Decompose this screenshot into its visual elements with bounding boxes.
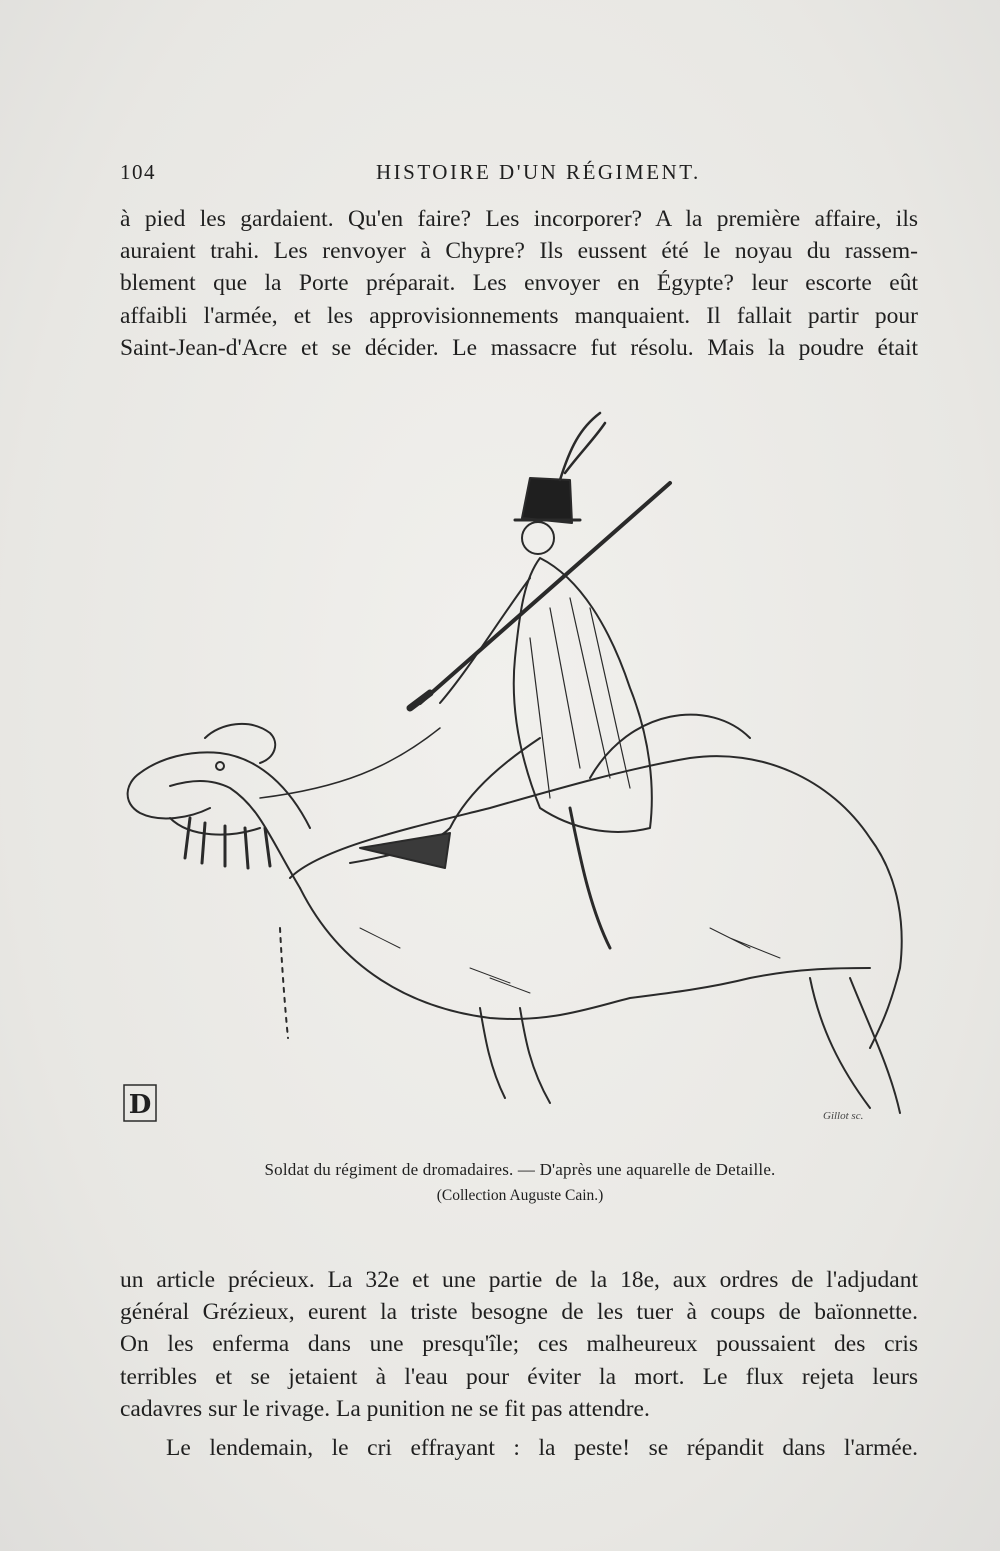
plume — [560, 413, 605, 480]
monogram-letter: D — [128, 1090, 152, 1120]
text-line: blement que la Porte préparait. Les envoyer en Égypte? leur escorte eût — [120, 270, 918, 297]
signature-text: Gillot sc. — [823, 1110, 864, 1122]
figure-credit: (Collection Auguste Cain.) — [436, 1187, 604, 1204]
text-line: On les enferma dans une presqu'île; ces malheureux poussaient des cris — [120, 1331, 918, 1358]
text-line: terribles et se jetaient à l'eau pour éviter la mort. Le flux rejeta leurs — [120, 1363, 918, 1390]
engraver-signature — [823, 1106, 903, 1126]
reins — [260, 728, 440, 798]
rider-cloak — [514, 558, 652, 832]
page-number: 104 — [120, 160, 156, 184]
text-line: affaibli l'armée, et les approvisionnements manquaient. Il fallait partir pour — [120, 302, 918, 329]
illustration-camel-soldier — [110, 408, 920, 1134]
paragraph-last: Le lendemain, le cri effrayant : la peste! se répandit dans l'armée. — [166, 1435, 918, 1461]
text-line: cadavres sur le rivage. La punition ne se fit pas attendre. — [120, 1395, 650, 1422]
paragraph-bottom — [120, 1264, 918, 1425]
monogram-icon — [122, 1083, 158, 1123]
figure-caption: Soldat du régiment de dromadaires. — D'après une aquarelle de Detaille. — [264, 1160, 776, 1179]
text-line: général Grézieux, eurent la triste besogne de les tuer à coups de baïonnette. — [120, 1299, 918, 1326]
running-title: HISTOIRE D'UN RÉGIMENT. — [376, 160, 701, 184]
running-header — [120, 160, 920, 190]
shako — [522, 478, 572, 523]
text-line: auraient trahi. Les renvoyer à Chypre? Ils eussent été le noyau du rassem- — [120, 238, 918, 265]
paragraph-top — [120, 203, 918, 364]
text-line: Saint-Jean-d'Acre et se décider. Le massacre fut résolu. Mais la poudre était — [120, 334, 918, 361]
text-line: un article précieux. La 32e et une partie de la 18e, aux ordres de l'adjudant — [120, 1267, 918, 1293]
text-line: à pied les gardaient. Qu'en faire? Les incorporer? A la première affaire, ils — [120, 206, 918, 232]
camel-body — [290, 756, 902, 1048]
